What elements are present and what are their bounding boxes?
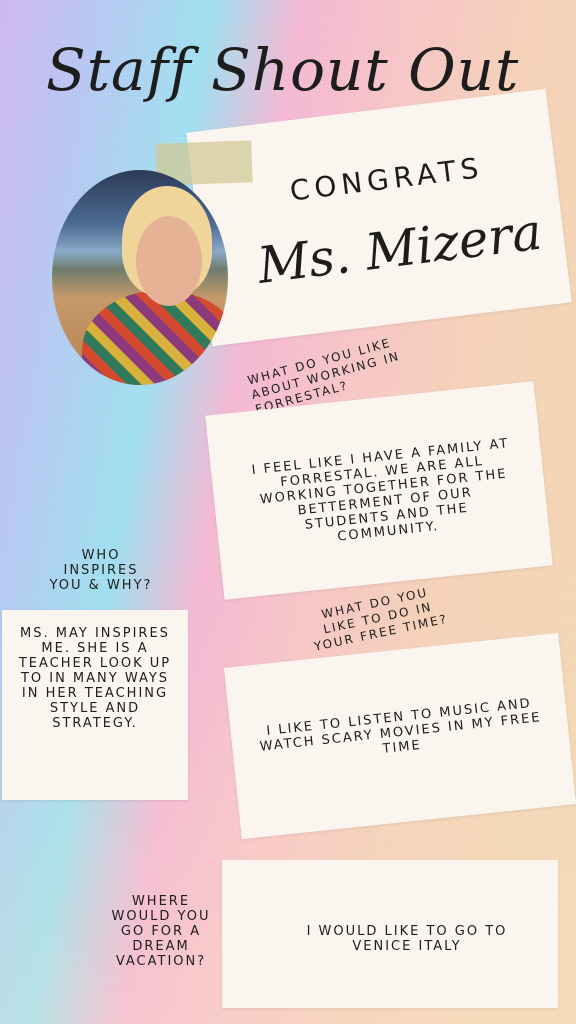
answer-inspires: MS. MAY INSPIRES ME. SHE IS A TEACHER LOOK UP TO IN MANY WAYS IN HER TEACHING STYLE AND STRATEGY.	[18, 626, 172, 731]
question-work: WHAT DO YOU LIKE ABOUT WORKING IN FORRESTAL?	[246, 335, 402, 417]
congrats-heading: CONGRATS	[288, 151, 486, 208]
answer-card-free-time	[224, 633, 576, 839]
photo-outfit	[82, 290, 228, 385]
answer-card-vacation	[222, 860, 558, 1008]
staff-name: Ms. Mizera	[254, 202, 545, 295]
photo-face	[136, 216, 202, 306]
question-vacation: WHERE WOULD YOU GO FOR A DREAM VACATION?	[111, 894, 211, 969]
answer-card-inspires	[2, 610, 188, 800]
question-inspires: WHO INSPIRES YOU & WHY?	[49, 548, 153, 593]
congrats-card	[186, 89, 572, 347]
answer-work: I FEEL LIKE I HAVE A FAMILY AT FORRESTAL. WE ARE ALL WORKING TOGETHER FOR THE BETTERMENT OF OUR STUDENTS AND THE COMMUNITY.	[250, 436, 511, 545]
question-free-time: WHAT DO YOU LIKE TO DO IN YOUR FREE TIME?	[312, 585, 450, 654]
answer-vacation: I WOULD LIKE TO GO TO VENICE ITALY	[306, 924, 508, 954]
answer-card-work	[205, 381, 553, 599]
staff-photo	[52, 170, 228, 385]
page-title: Staff Shout Out	[46, 36, 520, 104]
answer-free-time: I LIKE TO LISTEN TO MUSIC AND WATCH SCARY MOVIES IN MY FREE TIME	[259, 696, 543, 757]
